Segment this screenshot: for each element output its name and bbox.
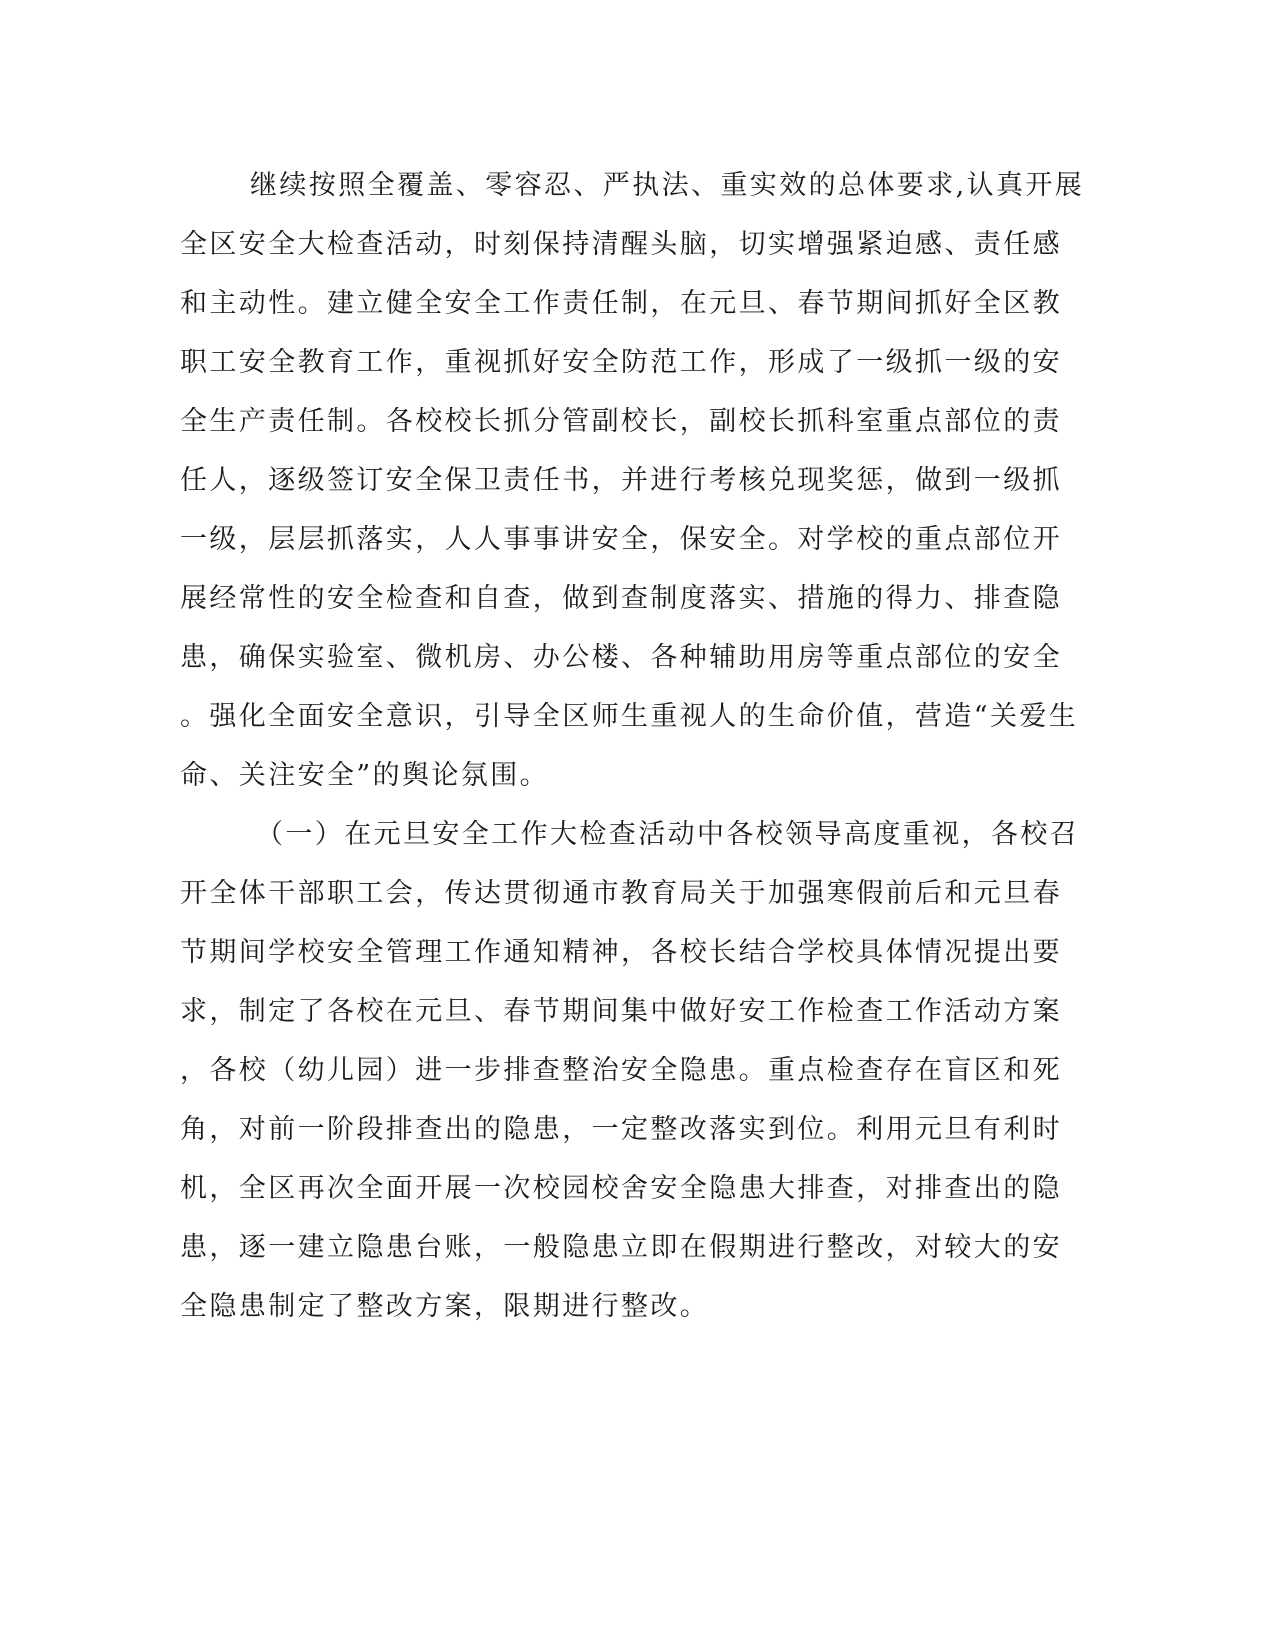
- paragraph-1-line-5: 全生产责任制。各校校长抓分管副校长，副校长抓科室重点部位的责: [180, 406, 1062, 437]
- paragraph-2-line-3: 节期间学校安全管理工作通知精神，各校长结合学校具体情况提出要: [180, 937, 1062, 968]
- paragraph-1-line-8: 展经常性的安全检查和自查，做到查制度落实、措施的得力、排查隐: [180, 583, 1062, 614]
- paragraph-1-line-11: 命、关注安全”的舆论氛围。: [180, 760, 550, 791]
- paragraph-1-line-7: 一级，层层抓落实，人人事事讲安全，保安全。对学校的重点部位开: [180, 524, 1062, 555]
- paragraph-1-line-6: 任人，逐级签订安全保卫责任书，并进行考核兑现奖惩，做到一级抓: [180, 465, 1062, 496]
- document-body: [180, 156, 1085, 1336]
- paragraph-2-line-6: 角，对前一阶段排查出的隐患，一定整改落实到位。利用元旦有利时: [180, 1114, 1062, 1145]
- paragraph-2-line-8: 患，逐一建立隐患台账，一般隐患立即在假期进行整改，对较大的安: [180, 1232, 1062, 1263]
- paragraph-1-line-1: 继续按照全覆盖、零容忍、严执法、重实效的总体要求,认真开展: [250, 170, 1085, 201]
- paragraph-1-line-9: 患，确保实验室、微机房、办公楼、各种辅助用房等重点部位的安全: [180, 642, 1062, 673]
- paragraph-1-line-2: 全区安全大检查活动，时刻保持清醒头脑，切实增强紧迫感、责任感: [180, 229, 1062, 260]
- paragraph-1-line-10: 。强化全面安全意识，引导全区师生重视人的生命价值，营造“关爱生: [180, 701, 1079, 732]
- paragraph-2-line-2: 开全体干部职工会，传达贯彻通市教育局关于加强寒假前后和元旦春: [180, 878, 1062, 909]
- paragraph-1-line-4: 职工安全教育工作，重视抓好安全防范工作，形成了一级抓一级的安: [180, 347, 1062, 378]
- paragraph-2-line-4: 求，制定了各校在元旦、春节期间集中做好安工作检查工作活动方案: [180, 996, 1062, 1027]
- paragraph-2-line-7: 机，全区再次全面开展一次校园校舍安全隐患大排查，对排查出的隐: [180, 1173, 1062, 1204]
- paragraph-2-line-9: 全隐患制定了整改方案，限期进行整改。: [180, 1291, 710, 1322]
- paragraph-1-line-3: 和主动性。建立健全安全工作责任制，在元旦、春节期间抓好全区教: [180, 288, 1062, 319]
- paragraph-2-line-5: ，各校（幼儿园）进一步排查整治安全隐患。重点检查存在盲区和死: [180, 1055, 1062, 1086]
- paragraph-2-line-1: （一）在元旦安全工作大检查活动中各校领导高度重视，各校召: [256, 819, 1080, 850]
